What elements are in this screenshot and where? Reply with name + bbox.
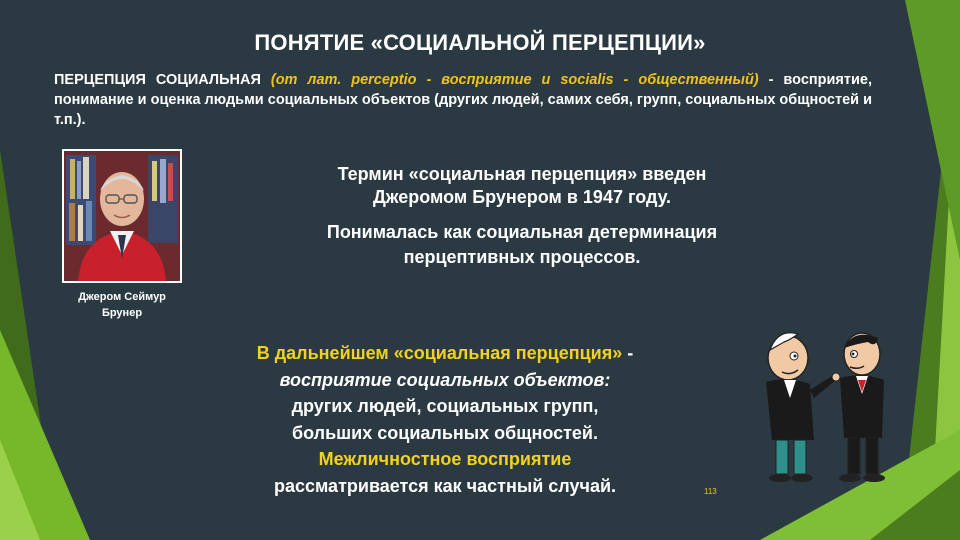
photo-caption	[52, 289, 192, 321]
later-definition-block	[185, 340, 705, 499]
portrait-photo-icon	[64, 151, 180, 281]
term-intro	[232, 163, 812, 209]
page-number: 113	[704, 487, 717, 496]
definition-paragraph	[54, 70, 872, 130]
later-italic-line: восприятие социальных объектов:	[279, 369, 611, 390]
slide-title: ПОНЯТИЕ «СОЦИАЛЬНОЙ ПЕРЦЕПЦИИ»	[254, 30, 706, 55]
portrait-photo	[62, 149, 182, 283]
definition-text: - восприятие, понимание и оценка людьми социальных объектов (других людей, самих себя, групп, социальных общностей и т.п.).	[54, 72, 872, 128]
term-meaning	[232, 220, 812, 270]
term-meaning-line: Понималась как социальная детерминация	[326, 222, 718, 242]
later-line: других людей, социальных групп,	[291, 396, 599, 416]
later-highlight: Межличностное восприятие	[318, 449, 572, 469]
later-lead-line	[185, 340, 705, 367]
term-intro-line: Термин «социальная перцепция» введен	[337, 164, 707, 184]
term-meaning-line: перцептивных процессов.	[403, 247, 641, 267]
later-line: больших социальных общностей.	[292, 422, 598, 443]
term-intro-line: Джеромом Брунером в 1947 году.	[372, 187, 672, 207]
photo-caption-line: Брунер	[101, 307, 143, 319]
later-lead: В дальнейшем «социальная перцепция»	[256, 343, 623, 363]
later-dash: -	[622, 343, 634, 363]
photo-caption-line: Джером Сеймур	[78, 291, 166, 303]
cartoon-man-left	[766, 333, 840, 482]
later-line: рассматривается как частный случай.	[273, 475, 617, 496]
cartoon-man-right	[839, 333, 885, 482]
two-men-cartoon-icon	[750, 320, 900, 490]
definition-term: ПЕРЦЕПЦИЯ СОЦИАЛЬНАЯ	[54, 72, 261, 88]
definition-origin: (от лат. perceptio - восприятие и socialis - общественный)	[270, 72, 759, 88]
